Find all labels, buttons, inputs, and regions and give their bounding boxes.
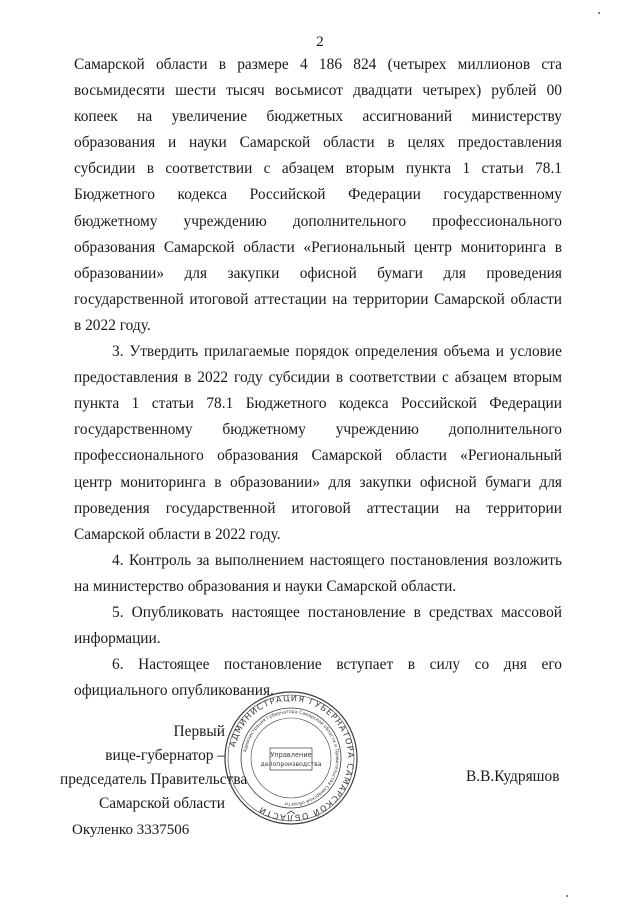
scan-speck-2 — [566, 895, 568, 897]
body-text — [74, 52, 562, 704]
seal-ring-text: АДМИНИСТРАЦИЯ ГУБЕРНАТОРА САМАРСКОЙ ОБЛАСТИ — [227, 692, 357, 824]
page-number: 2 — [316, 34, 324, 50]
signatory-title-line-4: Самарской области — [98, 795, 225, 812]
signatory-title-line-1: Первый — [173, 723, 225, 740]
seal-center-line-1: Управление — [270, 751, 312, 759]
signatory-title-line-3: председатель Правительства — [60, 771, 248, 788]
paragraph-5: 5. Опубликовать настоящее постановление в средствах массовой информации. — [74, 603, 562, 648]
seal-inner-ring-text: Администрация Губернатора Самарской области и Правительства Самарской области — [243, 709, 340, 807]
paragraph-3: 3. Утвердить прилагаемые порядок определения объема и условие предоставления в 2022 году субсидии в соответствии с абзацем вторым пункта 1 статьи 78.1 Бюджетного кодекса Российской Федерации государственному бюджетному учреждению дополнительного профессионального образования Самарской области «Региональный центр мониторинга в образовании» для закупки офисной бумаги для проведения государственной итоговой аттестации на территории Самарской области в 2022 году. — [74, 343, 562, 543]
scan-speck-1 — [598, 12, 600, 14]
signatory-title-line-2: вице-губернатор – — [105, 747, 225, 764]
executor-contact: Окуленко 3337506 — [72, 822, 190, 838]
paragraph-2-continuation: Самарской области в размере 4 186 824 (четырех миллионов ста восьмидесяти шести тысяч восьмисот двадцати четырех) рублей 00 копеек на увеличение бюджетных ассигнований министерству образования и науки Самарской области в целях предоставления субсидии в соответствии с абзацем вторым пункта 1 статьи 78.1 Бюджетного кодекса Российской Федерации государственному бюджетному учреждению дополнительного профессионального образования Самарской области «Региональный центр мониторинга в образовании» для закупки офисной бумаги для проведения государственной итоговой аттестации на территории Самарской области в 2022 году. — [74, 56, 562, 334]
signatory-title — [60, 720, 248, 816]
seal-center-line-2: делопроизводства — [260, 761, 322, 768]
official-seal — [221, 688, 361, 828]
paragraph-4: 4. Контроль за выполнением настоящего постановления возложить на министерство образования и науки Самарской области. — [74, 551, 562, 595]
paragraph-6: 6. Настоящее постановление вступает в силу со дня его официального опубликования. — [74, 656, 562, 700]
signatory-name: В.В.Кудряшов — [466, 768, 560, 785]
